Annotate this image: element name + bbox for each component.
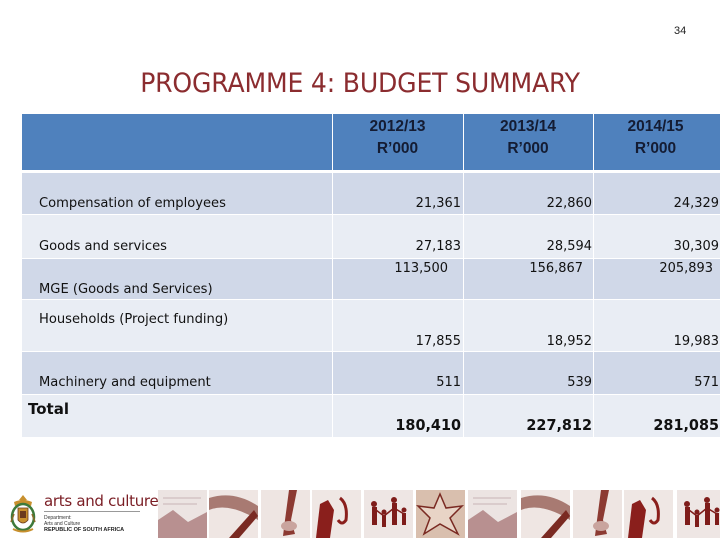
column-header-unit: R’000 bbox=[376, 140, 419, 157]
page-number: 34 bbox=[674, 25, 687, 37]
footer-banner bbox=[0, 488, 720, 540]
row-divider bbox=[22, 258, 720, 259]
banner-image-dancing-family bbox=[677, 490, 720, 538]
row-label-total: Total bbox=[28, 400, 69, 418]
cell-machinery-2014-15: 571 bbox=[694, 374, 719, 390]
cell-households-2014-15: 19,983 bbox=[673, 333, 719, 349]
cell-machinery-2012-13: 511 bbox=[436, 374, 461, 390]
column-header-2013-14 bbox=[463, 114, 593, 172]
column-header-unit: R’000 bbox=[634, 140, 677, 157]
cell-compensation-2012-13: 21,361 bbox=[415, 195, 461, 211]
cell-households-2012-13: 17,855 bbox=[415, 333, 461, 349]
column-header-unit: R’000 bbox=[507, 140, 549, 157]
cell-machinery-2013-14: 539 bbox=[567, 374, 592, 390]
cell-compensation-2013-14: 22,860 bbox=[546, 195, 592, 211]
banner-image-saxophonist bbox=[624, 490, 673, 538]
banner-image-film-reel bbox=[209, 490, 258, 538]
row-label-machinery: Machinery and equipment bbox=[39, 374, 211, 390]
logo-title: arts and culture bbox=[44, 492, 159, 510]
row-label-goods-and-services: Goods and services bbox=[39, 238, 168, 254]
row-divider bbox=[22, 299, 720, 300]
column-header-year: 2012/13 bbox=[369, 118, 426, 135]
cell-compensation-2014-15: 24,329 bbox=[673, 195, 719, 211]
logo-divider bbox=[44, 511, 140, 512]
cell-goods-services-2014-15: 30,309 bbox=[673, 238, 719, 254]
row-divider bbox=[22, 351, 720, 352]
row-label-compensation: Compensation of employees bbox=[39, 195, 226, 211]
column-header-year: 2013/14 bbox=[499, 118, 557, 135]
logo-department-line: Department: bbox=[44, 515, 72, 521]
column-header-2012-13 bbox=[332, 114, 463, 172]
cell-mge-2013-14: 156,867 bbox=[529, 260, 583, 276]
banner-image-dancing-family bbox=[364, 490, 413, 538]
cell-households-2013-14: 18,952 bbox=[546, 333, 592, 349]
row-divider bbox=[22, 214, 720, 215]
column-divider bbox=[332, 114, 333, 437]
cell-mge-2014-15: 205,893 bbox=[659, 260, 713, 276]
column-header-2014-15 bbox=[593, 114, 718, 172]
banner-image-film-reel bbox=[521, 490, 570, 538]
slide-title bbox=[25, 68, 695, 99]
cell-total-2013-14: 227,812 bbox=[526, 416, 592, 434]
coat-of-arms-icon bbox=[8, 492, 38, 536]
column-divider bbox=[593, 114, 594, 437]
logo-country: REPUBLIC OF SOUTH AFRICA bbox=[44, 527, 125, 533]
cell-goods-services-2013-14: 28,594 bbox=[546, 238, 592, 254]
banner-image-ballet-feet bbox=[261, 490, 310, 538]
banner-image-ballet-feet bbox=[573, 490, 622, 538]
banner-image-hands-texture bbox=[158, 490, 207, 538]
row-divider bbox=[22, 394, 720, 395]
slide-title-text: PROGRAMME 4: BUDGET SUMMARY bbox=[140, 68, 580, 99]
cell-total-2012-13: 180,410 bbox=[395, 416, 461, 434]
column-header-year: 2014/15 bbox=[627, 118, 684, 135]
row-label-households: Households (Project funding) bbox=[39, 311, 229, 327]
banner-image-beadwork-star bbox=[416, 490, 465, 538]
cell-goods-services-2012-13: 27,183 bbox=[415, 238, 461, 254]
cell-total-2014-15: 281,085 bbox=[653, 416, 719, 434]
cell-mge-2012-13: 113,500 bbox=[394, 260, 448, 276]
row-label-mge: MGE (Goods and Services) bbox=[39, 281, 213, 297]
column-divider bbox=[463, 114, 464, 437]
budget-summary-table bbox=[22, 114, 720, 437]
banner-image-saxophonist bbox=[312, 490, 361, 538]
logo-department-name: Arts and Culture bbox=[44, 521, 81, 527]
banner-image-hands-texture bbox=[468, 490, 517, 538]
